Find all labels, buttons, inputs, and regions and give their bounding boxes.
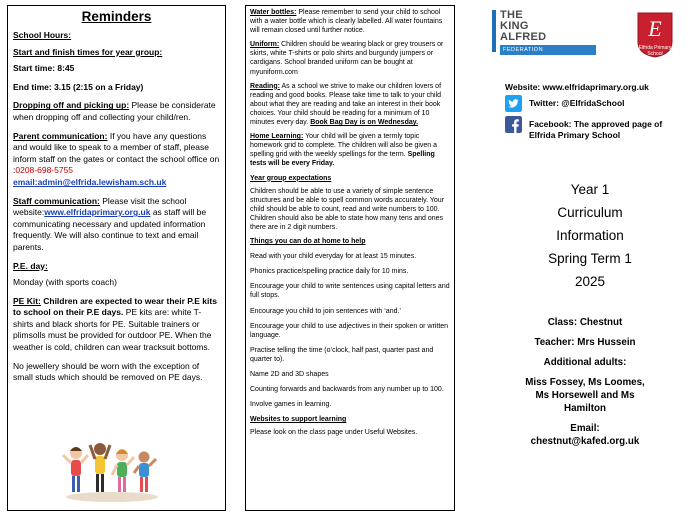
svg-text:E: E xyxy=(648,16,662,41)
class-info xyxy=(500,316,670,448)
dropoff-section: Dropping off and picking up: Please be considerate when dropping off and collecting your child/ren. xyxy=(13,100,216,122)
crest-text: Elfrida Primary School xyxy=(638,45,672,57)
twitter-row[interactable] xyxy=(505,95,685,113)
children-exercising-illustration xyxy=(60,435,160,503)
pe-day-text: Monday (with sports coach) xyxy=(13,277,117,288)
website-line[interactable]: Website: www.elfridaprimary.org.uk xyxy=(505,82,649,92)
expectations-text: Children should be able to use a variety of simple sentence structures and be able to spell common words accurately. Your child should be able to count, read and write numbers to 100. Children should also be able to state how many tens and ones there are in 2 digit numbers. xyxy=(250,187,445,231)
title-block xyxy=(515,178,665,293)
logo-bar xyxy=(492,10,496,52)
additional-adults-names: Miss Fossey, Ms Loomes, Ms Horsewell and Ms Hamilton xyxy=(525,377,645,414)
expectations-heading: Year group expectations xyxy=(250,174,332,182)
facebook-row[interactable] xyxy=(505,116,690,144)
help-item: Encourage your child to write sentences using capital letters and full stops. xyxy=(250,283,450,300)
term-title: Spring Term 1 xyxy=(548,251,632,266)
year-number: 2025 xyxy=(574,274,606,289)
water-bottles-section: Water bottles: Please remember to send your child to school with a water bottle which is clearly labelled. All water fountains will remain closed until further notice. xyxy=(250,9,443,35)
twitter-icon xyxy=(505,95,522,112)
facebook-page: Facebook: The approved page of Elfrida Primary School xyxy=(529,119,663,140)
help-heading: Things you can do at home to help xyxy=(250,238,366,246)
pe-kit-section: PE Kit: Children are expected to wear their P.E kits to school on their P.E days. PE kits are: white T-shirts and black shorts for PE. Suitable trainers or plimsolls must be provided for outdoor PE. When the weather is cold, children can wear tracksuit bottoms. xyxy=(13,295,217,353)
end-time: End time: 3.15 (2:15 on a Friday) xyxy=(13,81,144,92)
help-item: Phonics practice/spelling practice daily for 10 mins. xyxy=(250,268,409,276)
help-item: Encourage you child to join sentences with ‘and.’ xyxy=(250,307,401,315)
school-phone: 0208-698-5755 xyxy=(15,165,74,176)
help-item: Read with your child everyday for at least 15 minutes. xyxy=(250,253,417,261)
information-title: Information xyxy=(556,228,624,243)
curriculum-title: Curriculum xyxy=(557,205,623,220)
websites-text: Please look on the class page under Useful Websites. xyxy=(250,429,418,437)
reading-section: Reading: As a school we strive to make our children lovers of reading and good books. Please take time to talk to your child about what they are reading and take an interest in their book choices. Your child should be reading for a minimum of 10 minutes every day. Book Bag Day is on Wednesday. xyxy=(250,82,442,127)
jewellery-text: No jewellery should be worn with the exception of small studs which should be removed on PE days. xyxy=(13,360,203,383)
king-alfred-federation-logo xyxy=(492,10,596,58)
uniform-section: Uniform: Children should be wearing black or grey trousers or skirts, white T-shirts or polo shirts and burgundy jumpers or cardigans. School branded uniform can be bought at myuniform.com xyxy=(250,41,444,76)
help-item: Involve games in learning. xyxy=(250,401,332,409)
school-hours-heading: School Hours: xyxy=(13,30,72,40)
pe-day-heading: P.E. day: xyxy=(13,260,48,271)
help-item: Counting forwards and backwards from any number up to 100. xyxy=(250,386,444,394)
year-title: Year 1 xyxy=(570,182,610,197)
help-item: Encourage your child to use adjectives in their spoken or written language. xyxy=(250,322,449,339)
school-email-link[interactable]: email:admin@elfrida.lewisham.sch.uk xyxy=(13,176,167,187)
logo-federation-band: FEDERATION xyxy=(500,45,596,55)
facebook-icon xyxy=(505,116,522,133)
teacher-name: Teacher: Mrs Hussein xyxy=(534,337,636,348)
twitter-handle: Twitter: @ElfridaSchool xyxy=(529,98,625,108)
email-heading: Email: xyxy=(570,423,600,434)
websites-heading: Websites to support learning xyxy=(250,416,347,424)
start-time: Start time: 8:45 xyxy=(13,63,75,74)
help-item: Practise telling the time (o’clock, half past, quarter past and quarter to). xyxy=(250,346,434,363)
help-item: Name 2D and 3D shapes xyxy=(250,371,329,378)
staff-communication-section: Staff communication: Please visit the school website:www.elfridaprimary.org.uk as staff will be communicating necessary and updated information frequently. We will also continue to text and email parents. xyxy=(13,195,207,252)
home-learning-section: Home Learning: Your child will be given a termly topic homework grid to complete. The children will also be given a spelling grid with the weekly spellings for the term. Spelling tests will be every Friday. xyxy=(250,133,438,168)
info-panel xyxy=(245,5,455,511)
class-name: Class: Chestnut xyxy=(547,317,623,328)
class-email[interactable]: chestnut@kafed.org.uk xyxy=(530,436,640,447)
school-website-link[interactable]: www.elfridaprimary.org.uk xyxy=(44,207,151,218)
reminders-title: Reminders xyxy=(81,9,152,24)
parent-communication-section: Parent communication: If you have any questions and would like to speak to a member of staff, please inform staff on the gates or contact the school office on :0208-698-5755 email:admin@elfrida.lewisham.sch.uk xyxy=(13,130,220,187)
additional-adults-heading: Additional adults: xyxy=(543,357,627,368)
start-finish-heading: Start and finish times for year group: xyxy=(13,46,163,57)
logo-wordmark: THE KING ALFRED xyxy=(500,9,547,43)
